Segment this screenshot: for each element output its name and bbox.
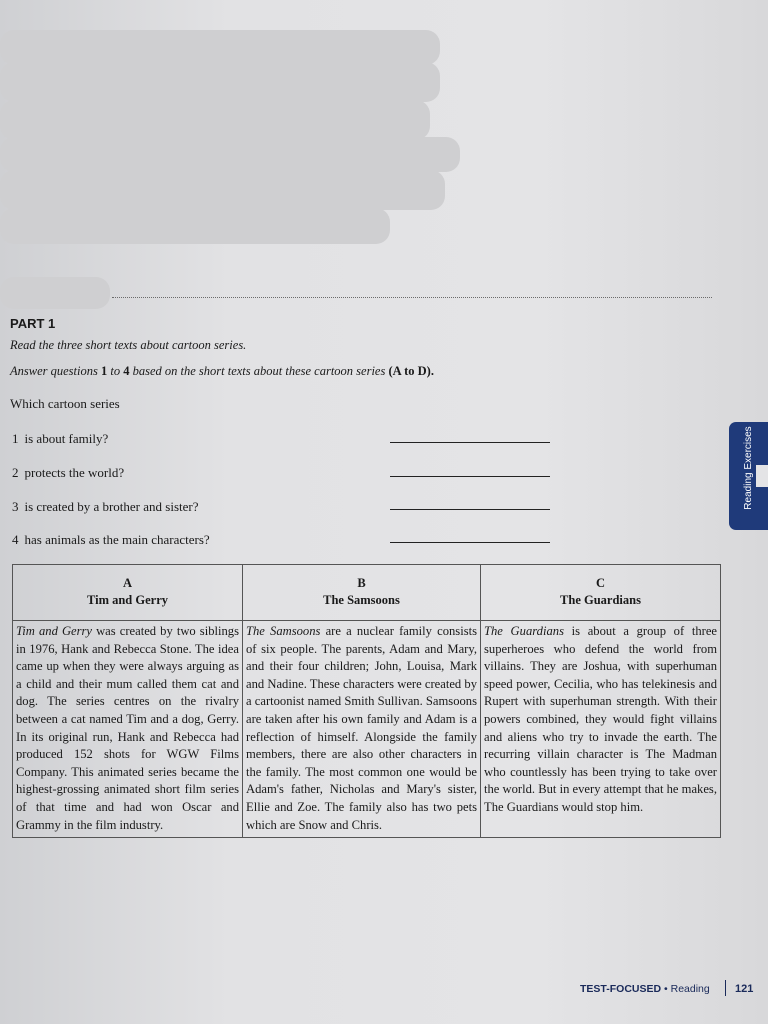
text-a-paragraph: was created by two siblings in 1976, Hank and Rebecca Stone. The idea came up when they were always arguing as a child and their mum called them cat and dog. The series centres on the rivalry between a cat named Tim and a dog, Gerry. In its original run, Hank and Rebecca had produced 152 shots for WGW Films Company. This animated series became the highest-grossing animated short film series of that time and had won Oscar and Grammy in the film industry. bbox=[16, 624, 239, 832]
redacted-area bbox=[0, 30, 440, 65]
text-c-body bbox=[481, 621, 721, 838]
question-number: 4 bbox=[12, 532, 19, 547]
text-b-lead: The Samsoons bbox=[246, 624, 321, 638]
footer-section: Reading bbox=[670, 983, 710, 995]
instruction-read: Read the three short texts about cartoon series. bbox=[10, 338, 247, 352]
question-4 bbox=[12, 532, 210, 548]
answer-line-3[interactable] bbox=[390, 509, 550, 510]
side-tab-notch bbox=[756, 465, 768, 487]
redacted-area bbox=[0, 62, 440, 102]
question-number: 3 bbox=[12, 499, 19, 514]
answer-line-4[interactable] bbox=[390, 542, 550, 543]
page-number: 121 bbox=[735, 983, 754, 995]
question-number: 2 bbox=[12, 465, 19, 480]
text-a-header bbox=[13, 565, 243, 621]
question-text: protects the world? bbox=[24, 465, 125, 480]
redacted-area bbox=[0, 208, 390, 244]
answer-line-1[interactable] bbox=[390, 442, 550, 443]
question-number: 1 bbox=[12, 431, 19, 446]
text-c-header bbox=[481, 565, 721, 621]
dotted-divider bbox=[112, 297, 712, 298]
text-c-paragraph: is about a group of three superheroes who defend the world from villains. They are Joshua, with superhuman speed power, Cecilia, who has telekinesis and Rupert with superhuman strength. With their powers combined, they would fight villains and aliens who try to invade the earth. The recurring villain character is The Madman who countlessly has been trying to take over the world. But in every attempt that he makes, The Guardians would stop him. bbox=[484, 624, 718, 814]
answer-line-2[interactable] bbox=[390, 476, 550, 477]
text-a-body bbox=[13, 621, 243, 838]
text-a-title: Tim and Gerry bbox=[86, 593, 169, 607]
text-b-letter: B bbox=[357, 576, 366, 590]
cartoon-texts-table bbox=[12, 564, 721, 838]
footer-separator bbox=[725, 980, 726, 996]
text-a-letter: A bbox=[122, 576, 133, 590]
question-3 bbox=[12, 499, 198, 515]
redacted-area bbox=[0, 170, 445, 210]
instruction-answer: Answer questions 1 to 4 based on the short texts about these cartoon series (A to D). bbox=[10, 364, 434, 378]
question-stem: Which cartoon series bbox=[10, 396, 120, 411]
redacted-area bbox=[0, 100, 430, 140]
text-b-header bbox=[243, 565, 481, 621]
table-header-row bbox=[13, 565, 721, 621]
question-text: has animals as the main characters? bbox=[24, 532, 210, 547]
text-b-title: The Samsoons bbox=[323, 593, 400, 607]
text-c-title: The Guardians bbox=[560, 593, 641, 607]
question-text: is about family? bbox=[24, 431, 109, 446]
footer-brand: TEST-FOCUSED bbox=[580, 983, 662, 995]
text-b-body bbox=[243, 621, 481, 838]
footer-running-head: TEST-FOCUSED • Reading bbox=[580, 983, 710, 995]
side-tab-label: Reading Exercises bbox=[743, 426, 754, 510]
part-title: PART 1 bbox=[10, 316, 56, 331]
text-c-lead: The Guardians bbox=[484, 624, 564, 638]
text-c-letter: C bbox=[595, 576, 606, 590]
question-2 bbox=[12, 465, 124, 481]
text-b-paragraph: are a nuclear family consists of six people. The parents, Adam and Mary, and their four children; John, Louisa, Mark and Nadine. These characters were created by a cartoonist named Smith Sullivan. Samsoons are taken after his own family and Adam is a reflection of himself. Alongside the family members, there are also other characters in the family. The most common one would be Adam's father, Nicholas and Mary's sister, Ellie and Zoe. The family also has two pets which are Snow and Chris. bbox=[246, 624, 477, 832]
redacted-area bbox=[0, 277, 110, 309]
text-a-lead: Tim and Gerry bbox=[16, 624, 93, 638]
question-text: is created by a brother and sister? bbox=[24, 499, 199, 514]
table-body-row bbox=[13, 621, 721, 838]
redacted-area bbox=[0, 137, 460, 172]
question-1 bbox=[12, 431, 108, 447]
